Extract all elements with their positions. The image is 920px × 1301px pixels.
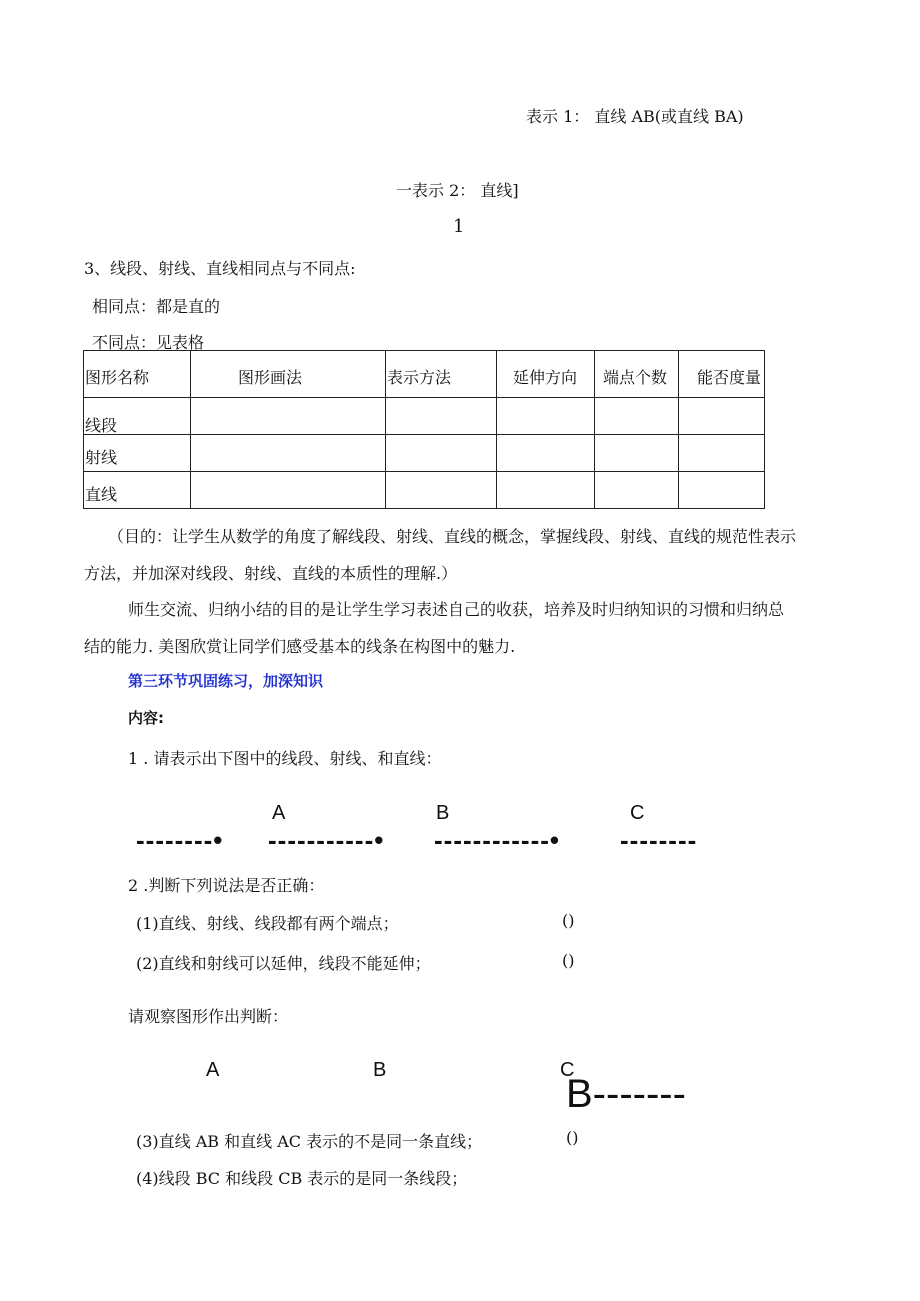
statement-1: (1)直线、射线、线段都有两个端点； xyxy=(136,914,399,933)
line-figure-segment-1: --------• xyxy=(136,825,224,855)
table-header-row xyxy=(84,351,765,398)
same-points: 相同点：都是直的 xyxy=(92,297,221,316)
content-label: 内容: xyxy=(128,709,164,727)
table-row xyxy=(84,398,765,435)
table-row xyxy=(84,472,765,509)
page-mark: 1 xyxy=(453,216,465,237)
representation-1: 表示 1： 直线 AB(或直线 BA) xyxy=(526,107,744,126)
fig2-label-c: C xyxy=(560,1059,575,1081)
summary-line-2: 结的能力. 美图欣赏让同学们感受基本的线条在构图中的魅力. xyxy=(84,637,516,656)
point-label-b: B xyxy=(436,802,450,824)
table-row-label: 线段 xyxy=(84,398,191,435)
purpose-line-2: 方法，并加深对线段、射线、直线的本质性的理解.） xyxy=(84,564,458,583)
statement-4: (4)线段 BC 和线段 CB 表示的是同一条线段； xyxy=(136,1169,468,1188)
table-row-label: 射线 xyxy=(84,435,191,472)
answer-blank-2[interactable]: () xyxy=(562,951,575,970)
representation-2: 一表示 2： 直线] xyxy=(396,181,519,200)
section3-title: 3、线段、射线、直线相同点与不同点: xyxy=(84,259,356,278)
table-header-cell: 端点个数 xyxy=(595,351,679,398)
fig2-label-b: B xyxy=(373,1059,387,1081)
line-figure-segment-4: -------- xyxy=(620,825,698,855)
summary-line-1: 师生交流、归纳小结的目的是让学生学习表述自己的收获，培养及时归纳知识的习惯和归纳总 xyxy=(128,600,785,619)
statement-2: (2)直线和射线可以延伸，线段不能延伸； xyxy=(136,954,431,973)
point-label-c: C xyxy=(630,802,645,824)
observe-instruction: 请观察图形作出判断： xyxy=(128,1007,289,1026)
answer-blank-3[interactable]: () xyxy=(566,1128,579,1147)
line-figure-segment-2: -----------• xyxy=(268,825,385,855)
table-row-label: 直线 xyxy=(84,472,191,509)
fig2-label-a: A xyxy=(206,1059,220,1081)
question-2: 2 .判断下列说法是否正确： xyxy=(128,876,325,895)
section-heading-3: 第三环节巩固练习，加深知识 xyxy=(128,672,324,690)
fig2-big-b: B------- xyxy=(566,1072,686,1116)
purpose-line-1: （目的：让学生从数学的角度了解线段、射线、直线的概念，掌握线段、射线、直线的规范性表示 xyxy=(108,527,797,546)
table-header-cell: 表示方法 xyxy=(386,351,497,398)
answer-blank-1[interactable]: () xyxy=(562,911,575,930)
comparison-table xyxy=(83,350,765,509)
table-header-cell: 能否度量 xyxy=(679,351,765,398)
different-points: 不同点：见表格 xyxy=(92,333,205,352)
table-row xyxy=(84,435,765,472)
point-label-a: A xyxy=(272,802,286,824)
table-header-cell: 图形名称 xyxy=(84,351,191,398)
statement-3: (3)直线 AB 和直线 AC 表示的不是同一条直线； xyxy=(136,1132,483,1151)
table-header-cell: 图形画法 xyxy=(191,351,386,398)
table-header-cell: 延伸方向 xyxy=(497,351,595,398)
line-figure-segment-3: ------------• xyxy=(434,825,561,855)
question-1: 1 . 请表示出下图中的线段、射线、和直线： xyxy=(128,749,442,768)
